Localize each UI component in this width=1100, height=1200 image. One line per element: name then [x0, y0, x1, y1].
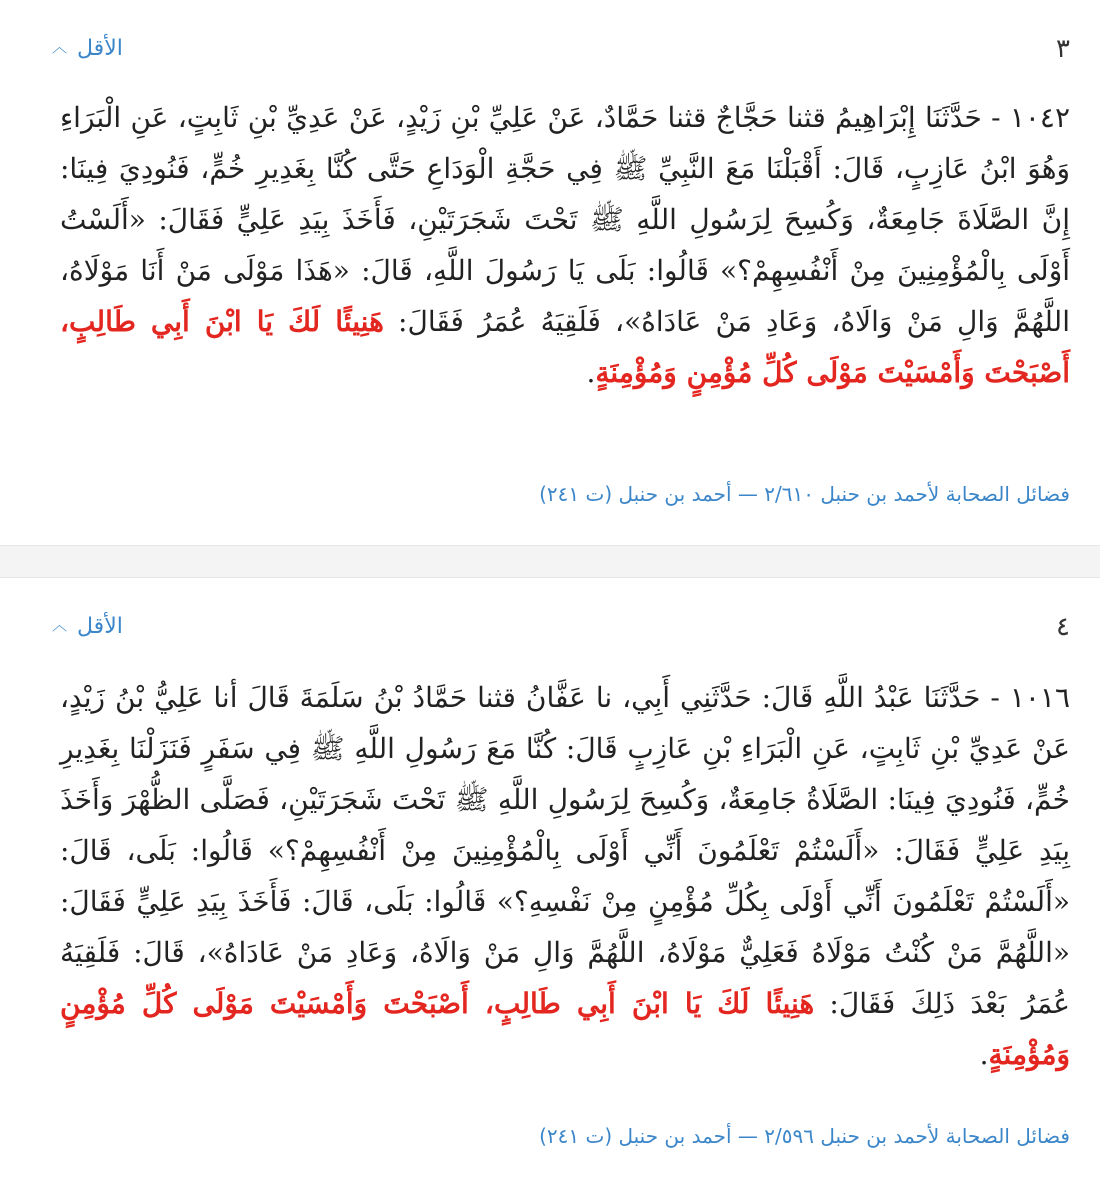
- toggle-label[interactable]: الأقل: [77, 36, 123, 61]
- entry-number: ٤: [1056, 612, 1070, 642]
- hadith-text-end: .: [979, 1038, 989, 1071]
- entry-number: ٣: [1056, 34, 1070, 64]
- source-link[interactable]: فضائل الصحابة لأحمد بن حنبل ٢/٥٩٦ — أحمد بن حنبل (ت ٢٤١): [539, 1124, 1070, 1148]
- chevron-up-icon[interactable]: ︿: [52, 616, 68, 634]
- card-separator: [0, 545, 1100, 578]
- collapse-toggle[interactable]: [52, 614, 123, 639]
- source-link[interactable]: فضائل الصحابة لأحمد بن حنبل ٢/٦١٠ — أحمد بن حنبل (ت ٢٤١): [539, 482, 1070, 506]
- toggle-label[interactable]: الأقل: [77, 614, 123, 639]
- hadith-text-plain: ١٠٤٢ - حَدَّثَنَا إِبْرَاهِيمُ قثنا حَجَّاجٌ قثنا حَمَّادٌ، عَنْ عَلِيِّ بْنِ زَيْدٍ، عَنْ عَدِيِّ بْنِ ثَابِتٍ، عَنِ الْبَرَاءِ وَهُوَ ابْنُ عَازِبٍ، قَالَ: أَقْبَلْنَا مَعَ النَّبِيِّ ﷺ فِي حَجَّةِ الْوَدَاعِ حَتَّى كُنَّا بِغَدِيرِ خُمٍّ، فَنُودِيَ فِينَا: إِنَّ الصَّلَاةَ جَامِعَةٌ، وَكُسِحَ لِرَسُولِ اللَّهِ ﷺ تَحْتَ شَجَرَتَيْنِ، فَأَخَذَ بِيَدِ عَلِيٍّ فَقَالَ: «أَلَسْتُ أَوْلَى بِالْمُؤْمِنِينَ مِنْ أَنْفُسِهِمْ؟» قَالُوا: بَلَى يَا رَسُولَ اللَّهِ، قَالَ: «هَذَا مَوْلَى مَنْ أَنَا مَوْلَاهُ، اللَّهُمَّ وَالِ مَنْ وَالَاهُ، وَعَادِ مَنْ عَادَاهُ»، فَلَقِيَهُ عُمَرُ فَقَالَ:: [60, 101, 1070, 338]
- hadith-card-4-header: [30, 612, 1070, 652]
- hadith-text: [60, 672, 1070, 1080]
- chevron-up-icon[interactable]: ︿: [52, 38, 68, 56]
- hadith-card-3-header: [30, 34, 1070, 74]
- hadith-text-highlight: هَنِيئًا لَكَ يَا ابْنَ أَبِي طَالِبٍ، أَصْبَحْتَ وَأَمْسَيْتَ مَوْلَى كُلِّ مُؤْمِنٍ وَمُؤْمِنَةٍ: [60, 305, 1070, 389]
- collapse-toggle[interactable]: [52, 36, 123, 61]
- hadith-text-highlight: هَنِيئًا لَكَ يَا ابْنَ أَبِي طَالِبٍ، أَصْبَحْتَ وَأَمْسَيْتَ مَوْلَى كُلِّ مُؤْمِنٍ وَمُؤْمِنَةٍ: [60, 987, 1070, 1071]
- hadith-text-plain: ١٠١٦ - حَدَّثَنَا عَبْدُ اللَّهِ قَالَ: حَدَّثَنِي أَبِي، نا عَفَّانُ قثنا حَمَّادُ بْنُ سَلَمَةَ قَالَ أنا عَلِيُّ بْنُ زَيْدٍ، عَنْ عَدِيِّ بْنِ ثَابِتٍ، عَنِ الْبَرَاءِ بْنِ عَازِبٍ قَالَ: كُنَّا مَعَ رَسُولِ اللَّهِ ﷺ فِي سَفَرٍ فَنَزَلْنَا بِغَدِيرِ خُمٍّ، فَنُودِيَ فِينَا: الصَّلَاةُ جَامِعَةٌ، وَكُسِحَ لِرَسُولِ اللَّهِ ﷺ تَحْتَ شَجَرَتَيْنِ، فَصَلَّى الظُّهْرَ وَأَخَذَ بِيَدِ عَلِيٍّ فَقَالَ: «أَلَسْتُمْ تَعْلَمُونَ أَنِّي أَوْلَى بِالْمُؤْمِنِينَ مِنْ أَنْفُسِهِمْ؟» قَالُوا: بَلَى، قَالَ: «أَلَسْتُمْ تَعْلَمُونَ أَنِّي أَوْلَى بِكُلِّ مُؤْمِنٍ مِنْ نَفْسِهِ؟» قَالُوا: بَلَى، قَالَ: فَأَخَذَ بِيَدِ عَلِيٍّ فَقَالَ: «اللَّهُمَّ مَنْ كُنْتُ مَوْلَاهُ فَعَلِيٌّ مَوْلَاهُ، اللَّهُمَّ وَالِ مَنْ وَالَاهُ، وَعَادِ مَنْ عَادَاهُ»، قَالَ: فَلَقِيَهُ عُمَرُ بَعْدَ ذَلِكَ فَقَالَ:: [60, 681, 1071, 1020]
- hadith-text: [60, 92, 1070, 398]
- hadith-text-end: .: [586, 356, 596, 389]
